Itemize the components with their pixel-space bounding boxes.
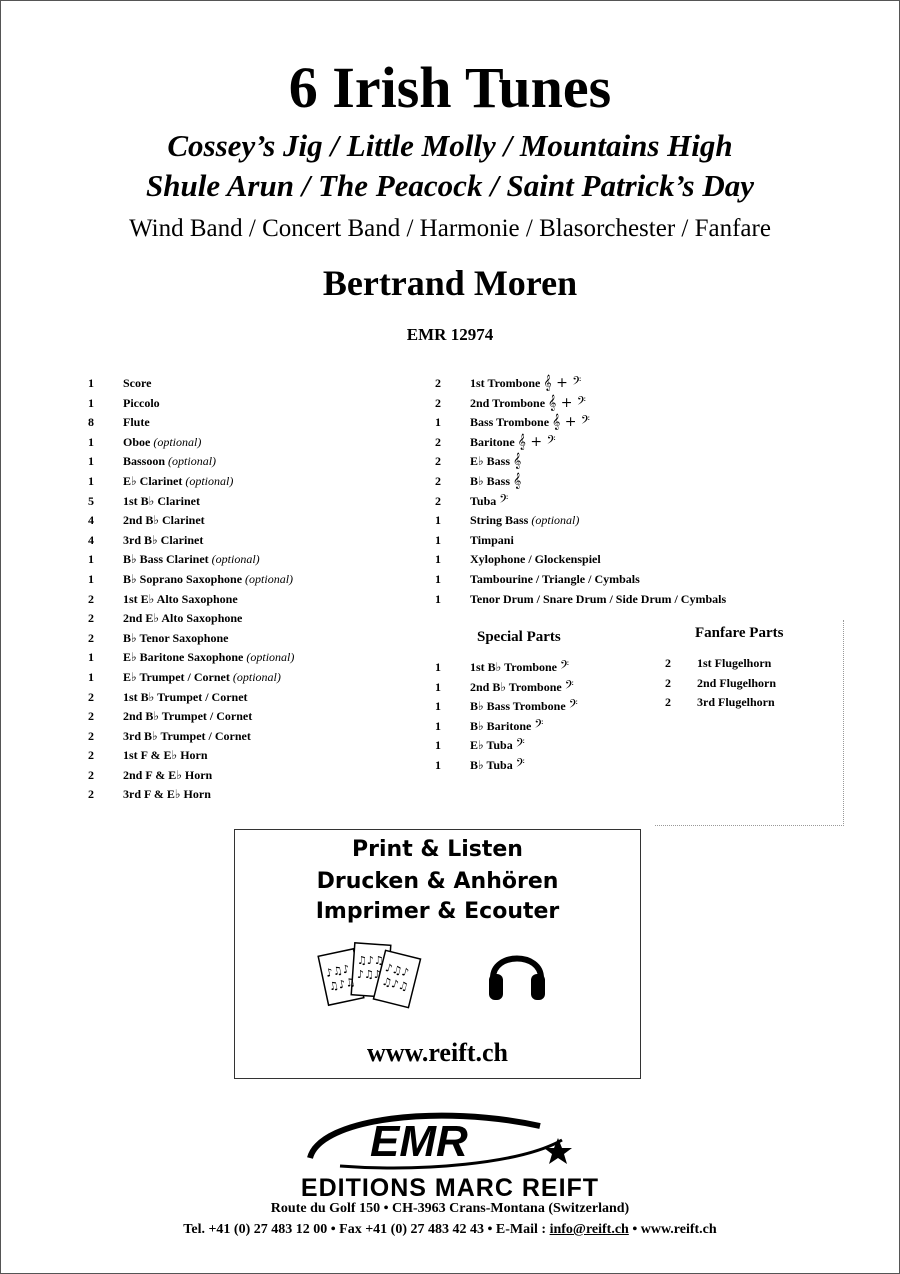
publisher-name: EDITIONS MARC REIFT — [300, 1174, 600, 1202]
part-name: 1st B♭ Clarinet — [123, 493, 200, 508]
svg-text:♫♪♫: ♫♪♫ — [357, 954, 384, 967]
part-quantity: 1 — [435, 718, 441, 733]
part-name: 1st B♭ Trombone — [470, 660, 561, 674]
part-quantity: 2 — [665, 695, 671, 710]
part-name: 1st B♭ Trumpet / Cornet — [123, 689, 248, 704]
part-quantity: 1 — [435, 738, 441, 753]
instrument-part-row — [88, 472, 294, 492]
part-quantity: 1 — [435, 532, 441, 547]
part-name: B♭ Baritone — [470, 718, 535, 733]
instrument-part-row — [435, 452, 726, 472]
part-name: 3rd F & E♭ Horn — [123, 787, 211, 802]
promo-line-2: Drucken & Anhören — [316, 869, 559, 894]
ensemble-line: Wind Band / Concert Band / Harmonie / Blasorchester / Fanfare — [129, 215, 771, 242]
clef-icon: 𝄞 — [513, 472, 522, 489]
part-quantity: 1 — [435, 571, 441, 586]
part-name: E♭ Clarinet — [123, 473, 186, 488]
part-name: 1st Trombone — [470, 376, 544, 390]
clef-icon: 𝄞 — [513, 453, 522, 470]
part-quantity: 1 — [88, 571, 94, 586]
part-name: 2nd E♭ Alto Saxophone — [123, 611, 243, 626]
part-name: 1st F & E♭ Horn — [123, 748, 208, 763]
part-name: 3rd B♭ Trumpet / Cornet — [123, 728, 251, 743]
contact-phone-fax: Tel. +41 (0) 27 483 12 00 • Fax +41 (0) 27 483 42 43 • E-Mail : — [183, 1222, 550, 1237]
part-optional-note: (optional) — [211, 552, 260, 567]
instrument-part-row — [88, 413, 294, 433]
part-optional-note: (optional) — [245, 571, 294, 586]
part-quantity: 1 — [88, 454, 94, 469]
fanfare-parts-heading: Fanfare Parts — [695, 625, 784, 641]
clef-icon: 𝄞 + 𝄢 — [543, 375, 582, 391]
part-name: Tuba — [470, 493, 500, 508]
clef-icon: 𝄞 + 𝄢 — [552, 414, 590, 431]
svg-text:♫♪♫: ♫♪♫ — [380, 974, 410, 994]
part-name: Piccolo — [123, 395, 160, 410]
contact-website: • www.reift.ch — [628, 1222, 717, 1237]
instrument-part-row — [88, 688, 294, 708]
part-name: E♭ Bass — [470, 454, 514, 469]
part-quantity: 1 — [88, 669, 94, 684]
instrument-part-row — [435, 511, 726, 531]
instrument-part-row — [88, 452, 294, 472]
instrument-part-row — [88, 609, 294, 629]
instrument-part-row — [88, 570, 294, 590]
part-name: E♭ Tuba — [470, 738, 516, 753]
instrument-part-row — [88, 590, 294, 610]
part-quantity: 2 — [88, 611, 94, 626]
part-optional-note: (optional) — [246, 650, 295, 665]
part-quantity: 8 — [88, 415, 94, 430]
part-quantity: 1 — [88, 552, 94, 567]
part-quantity: 2 — [88, 709, 94, 724]
instrument-part-row — [88, 433, 294, 453]
instrument-part-row — [435, 550, 726, 570]
clef-icon: 𝄞 + 𝄢 — [517, 433, 556, 450]
part-name: 3rd Flugelhorn — [697, 695, 775, 710]
part-quantity: 5 — [88, 493, 94, 508]
instrument-part-row — [665, 654, 776, 674]
part-name: B♭ Bass — [470, 473, 514, 488]
part-quantity: 2 — [435, 454, 441, 469]
instrument-part-row — [665, 693, 776, 713]
part-quantity: 1 — [88, 434, 94, 449]
part-quantity: 2 — [665, 656, 671, 670]
composer-name: Bertrand Moren — [322, 263, 578, 303]
instrument-part-row — [435, 756, 578, 776]
part-quantity: 4 — [88, 532, 94, 547]
part-quantity: 2 — [435, 434, 441, 449]
instrument-part-row — [88, 785, 294, 805]
part-quantity: 1 — [88, 473, 94, 488]
part-quantity: 1 — [435, 757, 441, 772]
part-quantity: 2 — [88, 689, 94, 704]
part-name: Baritone — [470, 434, 518, 449]
print-listen-promo[interactable] — [234, 829, 641, 1079]
part-quantity: 1 — [435, 699, 441, 714]
part-quantity: 1 — [435, 679, 441, 694]
instrumentation-right-column — [435, 374, 726, 609]
part-quantity: 2 — [435, 493, 441, 508]
promo-line-3: Imprimer & Ecouter — [315, 899, 560, 924]
clef-icon: 𝄞 + 𝄢 — [548, 394, 586, 411]
instrument-part-row — [665, 674, 776, 694]
part-quantity: 1 — [435, 415, 441, 430]
part-name: 2nd B♭ Clarinet — [123, 513, 205, 528]
part-quantity: 1 — [435, 660, 441, 674]
part-quantity: 1 — [88, 376, 94, 390]
instrument-part-row — [435, 658, 578, 678]
part-quantity: 2 — [435, 473, 441, 488]
part-name: Bass Trombone — [470, 415, 553, 430]
part-quantity: 2 — [88, 728, 94, 743]
instrument-part-row — [435, 570, 726, 590]
instrumentation-left-column — [88, 374, 294, 805]
subtitle-line-2: Shule Arun / The Peacock / Saint Patrick’s Day — [146, 168, 754, 203]
promo-url-link[interactable]: www.reift.ch — [366, 1038, 509, 1067]
clef-icon: 𝄢 — [534, 717, 544, 734]
part-quantity: 2 — [88, 787, 94, 802]
part-name: E♭ Baritone Saxophone — [123, 650, 247, 665]
svg-text:♪♫♪: ♪♫♪ — [324, 962, 351, 980]
instrument-part-row — [435, 394, 726, 414]
part-quantity: 1 — [435, 591, 441, 606]
emr-logo — [300, 1100, 600, 1180]
part-name: B♭ Bass Clarinet — [123, 552, 212, 567]
instrument-part-row — [88, 707, 294, 727]
instrument-part-row — [88, 394, 294, 414]
part-quantity: 2 — [435, 395, 441, 410]
part-optional-note: (optional) — [168, 454, 217, 469]
instrument-part-row — [88, 746, 294, 766]
svg-text:♪♫♪: ♪♫♪ — [357, 968, 381, 981]
instrument-part-row — [88, 550, 294, 570]
part-quantity: 1 — [435, 552, 441, 567]
catalog-number: EMR 12974 — [406, 325, 494, 344]
part-name: 3rd B♭ Clarinet — [123, 532, 204, 547]
sheet-music-icon — [317, 938, 427, 1014]
part-optional-note: (optional) — [185, 473, 234, 488]
special-parts-heading: Special Parts — [477, 629, 561, 645]
part-name: 2nd Flugelhorn — [697, 675, 777, 690]
part-quantity: 2 — [88, 767, 94, 782]
clef-icon: 𝄢 — [515, 737, 525, 754]
instrument-part-row — [88, 492, 294, 512]
part-name: Bassoon — [123, 454, 169, 469]
part-optional-note: (optional) — [153, 434, 202, 449]
instrument-part-row — [88, 629, 294, 649]
part-name: Flute — [123, 415, 150, 430]
instrument-part-row — [435, 492, 726, 512]
fanfare-parts-list — [665, 654, 776, 713]
part-name: Score — [123, 376, 152, 390]
instrument-part-row — [435, 697, 578, 717]
part-name: B♭ Tuba — [470, 757, 516, 772]
instrument-part-row — [435, 472, 726, 492]
instrument-part-row — [88, 668, 294, 688]
instrument-part-row — [435, 678, 578, 698]
publisher-address: Route du Golf 150 • CH-3963 Crans-Montana (Switzerland) — [270, 1201, 630, 1216]
clef-icon: 𝄢 — [515, 756, 525, 773]
instrument-part-row — [88, 531, 294, 551]
subtitle-line-1: Cossey’s Jig / Little Molly / Mountains High — [167, 128, 733, 163]
promo-line-1: Print & Listen — [352, 837, 523, 862]
part-optional-note: (optional) — [531, 513, 580, 528]
part-name: B♭ Bass Trombone — [470, 699, 569, 714]
part-name: 2nd Trombone — [470, 395, 549, 410]
part-name: 2nd F & E♭ Horn — [123, 767, 213, 782]
part-name: Timpani — [470, 532, 514, 547]
svg-text:♪♫♪: ♪♫♪ — [383, 961, 411, 980]
part-quantity: 1 — [88, 650, 94, 665]
part-name: Tambourine / Triangle / Cymbals — [470, 571, 640, 586]
instrument-part-row — [88, 511, 294, 531]
instrument-part-row — [435, 717, 578, 737]
instrument-part-row — [435, 413, 726, 433]
svg-text:♫♪♫: ♫♪♫ — [327, 975, 357, 994]
part-name: Xylophone / Glockenspiel — [470, 552, 601, 567]
instrument-part-row — [435, 433, 726, 453]
clef-icon: 𝄢 — [568, 698, 578, 715]
part-name: 1st Flugelhorn — [697, 656, 772, 670]
special-parts-list — [435, 658, 578, 776]
part-name: Oboe — [123, 434, 154, 449]
part-quantity: 4 — [88, 513, 94, 528]
logo-text: EMR — [370, 1117, 468, 1166]
part-name: B♭ Soprano Saxophone — [123, 571, 246, 586]
part-name: B♭ Tenor Saxophone — [123, 630, 229, 645]
part-quantity: 2 — [88, 630, 94, 645]
part-name: 1st E♭ Alto Saxophone — [123, 591, 238, 606]
instrument-part-row — [88, 727, 294, 747]
instrument-part-row — [435, 736, 578, 756]
clef-icon: 𝄢 — [564, 678, 574, 695]
part-quantity: 2 — [435, 376, 441, 390]
fanfare-parts-box — [655, 620, 844, 826]
part-name: String Bass — [470, 513, 532, 528]
instrument-part-row — [435, 531, 726, 551]
part-name: 2nd B♭ Trumpet / Cornet — [123, 709, 253, 724]
page-title: 6 Irish Tunes — [288, 55, 612, 120]
part-quantity: 2 — [88, 748, 94, 763]
instrument-part-row — [88, 374, 294, 394]
part-quantity: 2 — [665, 675, 671, 690]
part-quantity: 1 — [88, 395, 94, 410]
instrument-part-row — [88, 766, 294, 786]
part-optional-note: (optional) — [232, 669, 281, 684]
part-quantity: 2 — [88, 591, 94, 606]
instrument-part-row — [435, 590, 726, 610]
part-quantity: 1 — [435, 513, 441, 528]
clef-icon: 𝄢 — [560, 659, 570, 675]
part-name: Tenor Drum / Snare Drum / Side Drum / Cymbals — [470, 591, 727, 606]
clef-icon: 𝄢 — [499, 492, 509, 509]
headphones-icon — [485, 938, 549, 1008]
publisher-contact — [0, 1221, 900, 1239]
instrument-part-row — [435, 374, 726, 394]
part-name: E♭ Trumpet / Cornet — [123, 669, 233, 684]
part-name: 2nd B♭ Trombone — [470, 679, 565, 694]
instrument-part-row — [88, 648, 294, 668]
email-link[interactable]: info@reift.ch — [549, 1222, 629, 1237]
